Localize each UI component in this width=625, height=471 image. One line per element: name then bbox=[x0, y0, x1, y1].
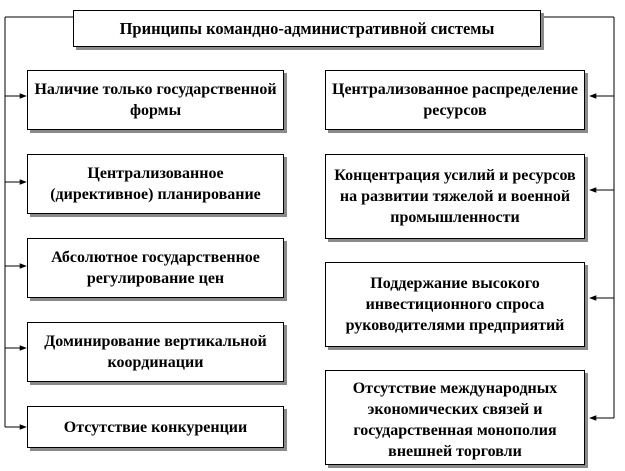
principle-text: Централизованное (директивное) планирование bbox=[50, 165, 261, 203]
principle-box-investment-demand bbox=[325, 262, 585, 347]
diagram-title-text: Принципы командно-административной системы bbox=[119, 19, 495, 38]
principle-box-price-regulation bbox=[27, 238, 284, 298]
principle-box-vertical-coordination bbox=[27, 322, 284, 382]
principle-text: Отсутствие международных экономических связей и государственная монополия внешней торговли bbox=[352, 379, 558, 460]
principle-box-resource-distribution bbox=[325, 70, 585, 130]
principle-box-heavy-industry bbox=[325, 154, 585, 239]
principle-box-state-ownership bbox=[27, 70, 284, 130]
principle-box-no-competition bbox=[27, 406, 284, 448]
principle-box-foreign-trade-monopoly bbox=[325, 370, 585, 465]
diagram-title bbox=[73, 10, 541, 47]
principle-text: Наличие только государственной формы bbox=[34, 81, 277, 119]
principle-box-central-planning bbox=[27, 154, 284, 214]
principle-text: Концентрация усилий и ресурсов на развитии тяжелой и военной промышленности bbox=[334, 167, 576, 226]
principle-text: Отсутствие конкуренции bbox=[63, 418, 248, 436]
principle-text: Абсолютное государственное регулирование цен bbox=[51, 249, 260, 287]
principle-text: Централизованное распределение ресурсов bbox=[332, 81, 578, 119]
principle-text: Поддержание высокого инвестиционного спроса руководителями предприятий bbox=[345, 275, 565, 334]
principle-text: Доминирование вертикальной координации bbox=[44, 333, 267, 371]
